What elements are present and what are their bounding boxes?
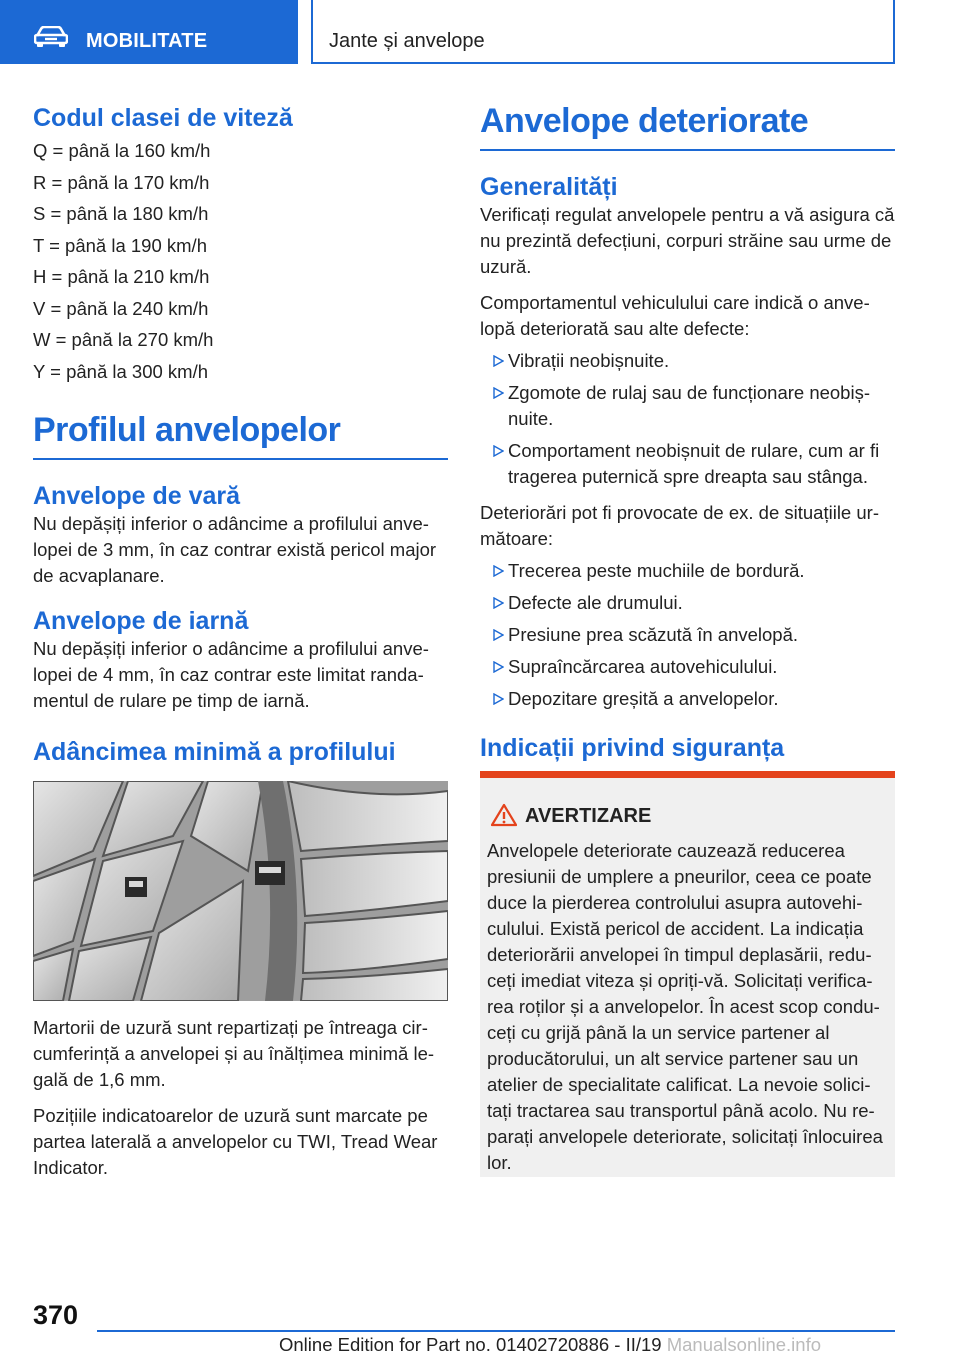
list-item: Zgomote de rulaj sau de funcționare neobișnuite. bbox=[480, 380, 895, 432]
twi-text: Pozițiile indicatoarelor de uzură sunt marcate pe partea laterală a anvelopelor cu TWI, Tread Wear Indicator. bbox=[33, 1105, 438, 1178]
list-item: Trecerea peste muchiile de bordură. bbox=[480, 558, 895, 584]
warning-box bbox=[480, 771, 895, 1177]
right-column bbox=[480, 100, 895, 763]
summer-tyres-text: Nu depășiți inferior o adâncime a profilului anvelopei de 3 mm, în caz contrar există pericol major de acvaplanare. bbox=[33, 513, 437, 586]
min-depth-heading: Adâncimea minimă a profilului bbox=[33, 738, 396, 766]
watermark: Manualsonline.info bbox=[666, 1334, 822, 1355]
list-item: Depozitare greșită a anvelopelor. bbox=[480, 686, 895, 712]
list-item: Defecte ale drumului. bbox=[480, 590, 895, 616]
page-number: 370 bbox=[33, 1300, 79, 1330]
wear-indicator-text: Martorii de uzură sunt repartizați pe întreaga circumferință a anvelopei și au înălțimea minimă legală de 1,6 mm. bbox=[33, 1017, 435, 1090]
section-label: MOBILITATE bbox=[86, 30, 208, 52]
winter-tyres-text: Nu depășiți inferior o adâncime a profilului anvelopei de 4 mm, în caz contrar este limitat randamentul de rulare pe timp de iarnă. bbox=[33, 638, 429, 711]
speed-code: T = până la 190 km/h bbox=[33, 234, 207, 256]
behaviour-text: Comportamentul vehiculului care indică o anvelopă deteriorată sau alte defecte: bbox=[480, 292, 870, 339]
left-column bbox=[33, 100, 448, 1181]
chapter-header bbox=[311, 0, 895, 64]
speed-code: V = până la 240 km/h bbox=[33, 297, 209, 319]
speed-class-heading: Codul clasei de viteză bbox=[33, 104, 293, 132]
list-item: Supraîncărcarea autovehiculului. bbox=[480, 654, 895, 680]
chapter-label: Jante și anvelope bbox=[329, 30, 485, 52]
safety-heading: Indicații privind siguranța bbox=[480, 734, 785, 762]
list-item: Presiune prea scăzută în anvelopă. bbox=[480, 622, 895, 648]
warning-title: AVERTIZARE bbox=[525, 805, 652, 827]
warning-text: Anvelopele deteriorate cauzează reducerea presiunii de umplere a pneurilor, ceea ce poate duce la pierderea controlului asupra autovehiculului. Există pericol de accident. La indicația deteriorării anvelopei în timpul deplasării, reduceți imediat viteza și opriți-vă. Solicitați verificarea roților și a anvelopelor. În acest scop conduceți cu grijă până la un service partener al producătorului, un alt service partener sau un atelier de specialitate calificat. La nevoie solicitați tractarea sau transportul până acolo. Nu reparați anvelopele deteriorate, solicitați înlocuirea lor. bbox=[487, 840, 883, 1173]
summer-tyres-heading: Anvelope de vară bbox=[33, 482, 241, 510]
general-heading: Generalități bbox=[480, 173, 618, 201]
damaged-tyres-heading: Anvelope deteriorate bbox=[480, 102, 809, 140]
causes-text: Deteriorări pot fi provocate de ex. de situațiile următoare: bbox=[480, 502, 879, 549]
heading-rule bbox=[480, 149, 895, 151]
causes-list bbox=[480, 558, 895, 712]
section-tab bbox=[0, 0, 298, 64]
list-item: Vibrații neobișnuite. bbox=[480, 348, 895, 374]
edition-text: Online Edition for Part no. 01402720886 - II/19 bbox=[279, 1334, 662, 1355]
speed-code: W = până la 270 km/h bbox=[33, 329, 214, 350]
general-text: Verificați regulat anvelopele pentru a vă asigura că nu prezintă defecțiuni, corpuri străine sau urme de uzură. bbox=[480, 204, 895, 277]
tread-wear-photo bbox=[33, 781, 448, 1001]
footer-rule bbox=[97, 1330, 895, 1332]
profile-heading: Profilul anvelopelor bbox=[33, 411, 341, 449]
speed-code: R = până la 170 km/h bbox=[33, 171, 210, 193]
heading-rule bbox=[33, 458, 448, 460]
speed-code: S = până la 180 km/h bbox=[33, 203, 209, 224]
warning-triangle-icon bbox=[491, 803, 517, 832]
edition-footer bbox=[279, 1334, 821, 1356]
list-item: Comportament neobișnuit de rulare, cum ar fi tragerea puternică spre dreapta sau stânga. bbox=[480, 438, 895, 490]
speed-code: Y = până la 300 km/h bbox=[33, 360, 209, 382]
winter-tyres-heading: Anvelope de iarnă bbox=[33, 607, 249, 635]
speed-code: H = până la 210 km/h bbox=[33, 266, 210, 287]
car-icon bbox=[34, 26, 68, 53]
speed-code: Q = până la 160 km/h bbox=[33, 140, 211, 161]
speed-code-list bbox=[33, 135, 448, 387]
behaviour-list bbox=[480, 348, 895, 490]
